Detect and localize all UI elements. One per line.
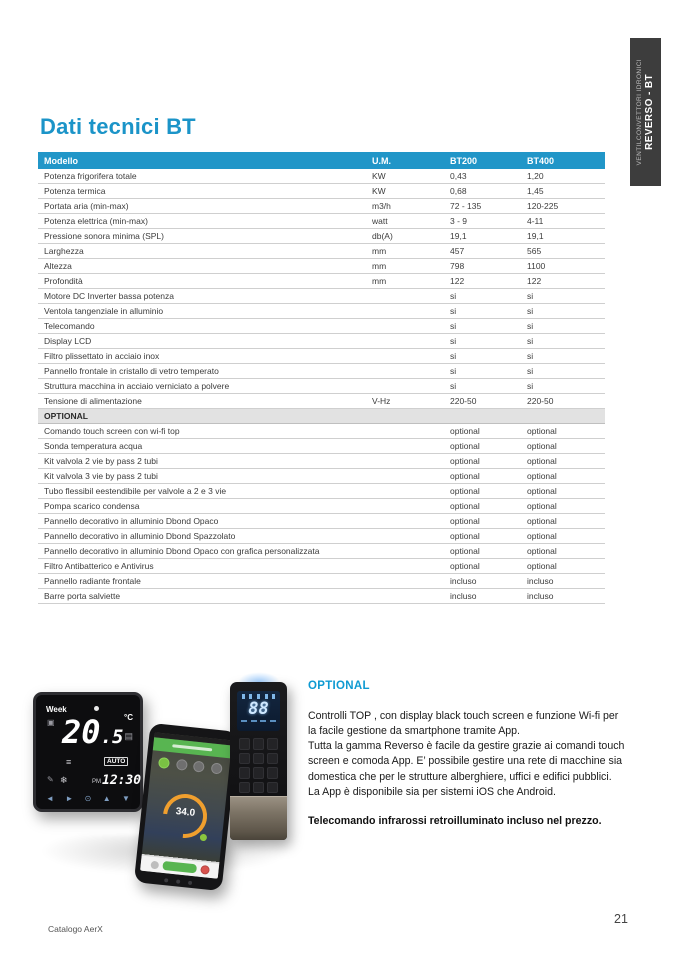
cell-bt200: si bbox=[450, 366, 457, 376]
cell-bt400: si bbox=[527, 291, 534, 301]
table-row bbox=[38, 274, 605, 289]
cell-bt400: 19,1 bbox=[527, 231, 544, 241]
table-row bbox=[38, 484, 605, 499]
cell-bt400: si bbox=[527, 306, 534, 316]
cell-bt400: optional bbox=[527, 471, 557, 481]
cell-label: Pressione sonora minima (SPL) bbox=[44, 231, 164, 241]
cell-bt200: optional bbox=[450, 471, 480, 481]
table-body bbox=[38, 169, 605, 604]
cell-bt200: si bbox=[450, 351, 457, 361]
cell-label: Profondità bbox=[44, 276, 83, 286]
table-row bbox=[38, 244, 605, 259]
cell-label: Pannello radiante frontale bbox=[44, 576, 141, 586]
thermostat-key-left-icon: ◄ bbox=[46, 794, 54, 803]
thermostat-meridiem: PM bbox=[92, 779, 101, 785]
cell-um: m3/h bbox=[372, 201, 391, 211]
app-mode-icon bbox=[175, 759, 187, 771]
cell-bt200: optional bbox=[450, 486, 480, 496]
cell-bt400: 1,20 bbox=[527, 171, 544, 181]
cell-bt200: si bbox=[450, 336, 457, 346]
thermostat-fan-icon: ≡ bbox=[66, 757, 74, 767]
cell-label: Struttura macchina in acciaio verniciato a polvere bbox=[44, 381, 230, 391]
table-header-bt200: BT200 bbox=[450, 155, 478, 166]
remote-button-icon bbox=[253, 767, 264, 779]
cell-bt200: 122 bbox=[450, 276, 465, 286]
table-row bbox=[38, 364, 605, 379]
optional-heading: OPTIONAL bbox=[308, 680, 370, 692]
cell-label: Portata aria (min-max) bbox=[44, 201, 129, 211]
side-tab-series: REVERSO - BT bbox=[644, 74, 655, 150]
thermostat-key-power-icon: ⊙ bbox=[84, 794, 92, 803]
optional-paragraph-1: Controlli TOP , con display black touch screen e funzione Wi-fi per la facile gestione da smartphone tramite App. bbox=[308, 710, 619, 738]
remote-button-icon bbox=[253, 753, 264, 765]
cell-um: mm bbox=[372, 261, 387, 271]
optional-bold-note: Telecomando infrarossi retroilluminato incluso nel prezzo. bbox=[308, 814, 602, 827]
cell-bt400: 122 bbox=[527, 276, 542, 286]
cell-bt400: incluso bbox=[527, 576, 554, 586]
table-row bbox=[38, 499, 605, 514]
cell-bt400: si bbox=[527, 351, 534, 361]
thermostat-hand-icon: ✎ bbox=[47, 775, 54, 784]
cell-bt400: 120-225 bbox=[527, 201, 559, 211]
cell-bt200: 3 - 9 bbox=[450, 216, 468, 226]
cell-bt400: 565 bbox=[527, 246, 542, 256]
cell-bt400: optional bbox=[527, 561, 557, 571]
cell-label: Motore DC Inverter bassa potenza bbox=[44, 291, 174, 301]
cell-bt400: 1100 bbox=[527, 261, 546, 271]
cell-bt200: optional bbox=[450, 561, 480, 571]
cell-bt200: optional bbox=[450, 531, 480, 541]
smartphone-image bbox=[134, 723, 238, 891]
footer-catalog-name: Catalogo AerX bbox=[48, 924, 103, 934]
cell-bt400: optional bbox=[527, 546, 557, 556]
cell-bt200: 798 bbox=[450, 261, 465, 271]
cell-label: Altezza bbox=[44, 261, 72, 271]
table-header-row bbox=[38, 152, 605, 169]
cell-label: Tensione di alimentazione bbox=[44, 396, 142, 406]
table-row bbox=[38, 559, 605, 574]
cell-bt400: 220-50 bbox=[527, 396, 554, 406]
remote-button-icon bbox=[267, 753, 278, 765]
remote-lcd-subticks bbox=[237, 720, 280, 722]
remote-control-image bbox=[230, 682, 287, 840]
cell-label: Kit valvola 2 vie by pass 2 tubi bbox=[44, 456, 158, 466]
cell-label: Pannello decorativo in alluminio Dbond Spazzolato bbox=[44, 531, 236, 541]
side-tab-category: VENTILCONVETTORI IDRONICI bbox=[636, 58, 643, 166]
remote-metal-base bbox=[230, 796, 287, 840]
tech-table bbox=[38, 152, 605, 604]
table-row bbox=[38, 304, 605, 319]
cell-bt200: optional bbox=[450, 456, 480, 466]
table-row bbox=[38, 454, 605, 469]
table-row bbox=[38, 169, 605, 184]
remote-button-icon bbox=[267, 782, 278, 794]
table-row bbox=[38, 469, 605, 484]
cell-label: Filtro plissettato in acciaio inox bbox=[44, 351, 160, 361]
table-row bbox=[38, 199, 605, 214]
table-row bbox=[38, 289, 605, 304]
cell-bt200: si bbox=[450, 321, 457, 331]
thermostat-unit: °C bbox=[124, 713, 133, 722]
cell-bt400: si bbox=[527, 366, 534, 376]
cell-um: KW bbox=[372, 171, 386, 181]
thermostat-touch-keys bbox=[46, 794, 130, 803]
table-row bbox=[38, 529, 605, 544]
table-row bbox=[38, 589, 605, 604]
cell-bt200: 72 - 135 bbox=[450, 201, 482, 211]
page-number: 21 bbox=[614, 912, 628, 926]
thermostat-key-down-icon: ▼ bbox=[122, 794, 130, 803]
cell-bt400: si bbox=[527, 381, 534, 391]
app-gauge-knob-icon bbox=[200, 834, 208, 842]
phone-home-icon bbox=[176, 879, 180, 883]
table-row bbox=[38, 349, 605, 364]
phone-recent-icon bbox=[188, 881, 192, 885]
table-row bbox=[38, 184, 605, 199]
cell-bt400: optional bbox=[527, 441, 557, 451]
cell-bt400: 4-11 bbox=[527, 216, 544, 226]
cell-bt400: incluso bbox=[527, 591, 554, 601]
cell-label: Telecomando bbox=[44, 321, 95, 331]
cell-bt200: optional bbox=[450, 516, 480, 526]
app-settings-icon bbox=[150, 860, 159, 869]
app-mode-active-icon bbox=[158, 757, 170, 769]
cell-bt400: 1,45 bbox=[527, 186, 544, 196]
cell-bt200: optional bbox=[450, 501, 480, 511]
cell-um: V-Hz bbox=[372, 396, 391, 406]
optional-paragraph-3: La App è disponibile sia per sistemi iOS che Android. bbox=[308, 785, 556, 798]
thermostat-key-right-icon: ► bbox=[65, 794, 74, 803]
table-row bbox=[38, 229, 605, 244]
cell-label: Kit valvola 3 vie by pass 2 tubi bbox=[44, 471, 158, 481]
app-run-button bbox=[162, 861, 197, 874]
table-header-bt400: BT400 bbox=[527, 155, 555, 166]
table-section-label: OPTIONAL bbox=[44, 411, 88, 421]
cell-bt200: si bbox=[450, 381, 457, 391]
app-stop-icon bbox=[200, 865, 210, 875]
optional-body bbox=[308, 709, 626, 800]
phone-nav-buttons bbox=[164, 878, 192, 885]
cell-label: Tubo flessibil eestendibile per valvole a 2 e 3 vie bbox=[44, 486, 227, 496]
cell-bt400: optional bbox=[527, 516, 557, 526]
table-row bbox=[38, 214, 605, 229]
cell-bt400: optional bbox=[527, 531, 557, 541]
app-mode-icons bbox=[151, 756, 230, 775]
side-tab bbox=[630, 38, 661, 186]
table-row bbox=[38, 439, 605, 454]
app-mode-icon bbox=[193, 761, 205, 773]
smartphone-screen bbox=[140, 732, 232, 878]
cell-bt200: si bbox=[450, 306, 457, 316]
cell-bt400: optional bbox=[527, 486, 557, 496]
remote-lcd bbox=[237, 691, 280, 731]
cell-bt200: 0,68 bbox=[450, 186, 467, 196]
remote-lcd-value: 88 bbox=[248, 699, 269, 719]
cell-bt200: 19,1 bbox=[450, 231, 467, 241]
thermostat-week-label: Week bbox=[46, 705, 67, 714]
thermostat-temperature: 20.5 bbox=[62, 713, 124, 751]
table-row bbox=[38, 334, 605, 349]
cell-label: Comando touch screen con wi-fi top bbox=[44, 426, 180, 436]
table-row bbox=[38, 319, 605, 334]
cell-um: KW bbox=[372, 186, 386, 196]
thermostat-snowflake-icon: ❄ bbox=[60, 775, 68, 785]
cell-bt200: optional bbox=[450, 426, 480, 436]
cell-label: Potenza termica bbox=[44, 186, 106, 196]
cell-bt400: optional bbox=[527, 501, 557, 511]
thermostat-time: 12:30 bbox=[102, 773, 142, 788]
cell-label: Sonda temperatura acqua bbox=[44, 441, 143, 451]
cell-bt400: si bbox=[527, 321, 534, 331]
table-row bbox=[38, 259, 605, 274]
cell-bt200: incluso bbox=[450, 591, 477, 601]
cell-um: mm bbox=[372, 246, 387, 256]
table-header-modello: Modello bbox=[44, 155, 78, 166]
optional-section bbox=[308, 680, 626, 827]
app-bottom-bar bbox=[140, 856, 219, 879]
table-row bbox=[38, 514, 605, 529]
remote-button-icon bbox=[239, 782, 250, 794]
cell-label: Potenza elettrica (min-max) bbox=[44, 216, 148, 226]
app-header-title-placeholder bbox=[172, 744, 212, 751]
cell-label: Filtro Antibatterico e Antivirus bbox=[44, 561, 154, 571]
cell-bt200: optional bbox=[450, 546, 480, 556]
cell-um: mm bbox=[372, 276, 387, 286]
thermostat-image bbox=[33, 692, 143, 812]
app-temperature-value: 34.0 bbox=[175, 805, 196, 819]
table-row bbox=[38, 424, 605, 439]
table-row bbox=[38, 379, 605, 394]
cell-bt200: optional bbox=[450, 441, 480, 451]
cell-bt200: incluso bbox=[450, 576, 477, 586]
cell-label: Ventola tangenziale in alluminio bbox=[44, 306, 164, 316]
cell-bt400: optional bbox=[527, 426, 557, 436]
cell-label: Display LCD bbox=[44, 336, 92, 346]
cell-bt400: si bbox=[527, 336, 534, 346]
cell-label: Pannello decorativo in alluminio Dbond Opaco con grafica personalizzata bbox=[44, 546, 320, 556]
thermostat-key-up-icon: ▲ bbox=[102, 794, 111, 803]
remote-button-icon bbox=[267, 738, 278, 750]
cell-um: db(A) bbox=[372, 231, 393, 241]
cell-label: Pannello decorativo in alluminio Dbond Opaco bbox=[44, 516, 219, 526]
cell-bt200: 0,43 bbox=[450, 171, 467, 181]
cell-bt400: optional bbox=[527, 456, 557, 466]
phone-back-icon bbox=[164, 878, 168, 882]
optional-paragraph-2: Tutta la gamma Reverso è facile da gestire grazie ai comandi touch screen e comoda App. E’ possibile gestire una rete di macchine sia domestica che per le strutture alberghiere, uffici e edifici pubblici. bbox=[308, 740, 625, 783]
cell-um: watt bbox=[372, 216, 388, 226]
cell-label: Larghezza bbox=[44, 246, 84, 256]
thermostat-card-icon: ▤ bbox=[124, 731, 133, 741]
cell-bt200: 457 bbox=[450, 246, 465, 256]
remote-button-icon bbox=[239, 753, 250, 765]
thermostat-lock-icon: ▣ bbox=[47, 718, 55, 727]
table-row bbox=[38, 394, 605, 409]
thermostat-status-dot-icon bbox=[94, 706, 99, 711]
remote-button-icon bbox=[267, 767, 278, 779]
table-header-um: U.M. bbox=[372, 155, 391, 166]
table-section-row bbox=[38, 409, 605, 424]
remote-button-icon bbox=[253, 782, 264, 794]
cell-label: Pannello frontale in cristallo di vetro temperato bbox=[44, 366, 219, 376]
cell-label: Pompa scarico condensa bbox=[44, 501, 140, 511]
page-title: Dati tecnici BT bbox=[40, 114, 196, 139]
app-mode-icon bbox=[211, 762, 223, 774]
remote-button-grid bbox=[239, 738, 278, 793]
remote-button-icon bbox=[239, 767, 250, 779]
table-row bbox=[38, 544, 605, 559]
cell-bt200: 220-50 bbox=[450, 396, 477, 406]
table-row bbox=[38, 574, 605, 589]
cell-bt200: si bbox=[450, 291, 457, 301]
thermostat-mode-badge: AUTO bbox=[104, 757, 128, 766]
cell-label: Potenza frigorifera totale bbox=[44, 171, 137, 181]
remote-button-icon bbox=[253, 738, 264, 750]
remote-button-icon bbox=[239, 738, 250, 750]
cell-label: Barre porta salviette bbox=[44, 591, 121, 601]
